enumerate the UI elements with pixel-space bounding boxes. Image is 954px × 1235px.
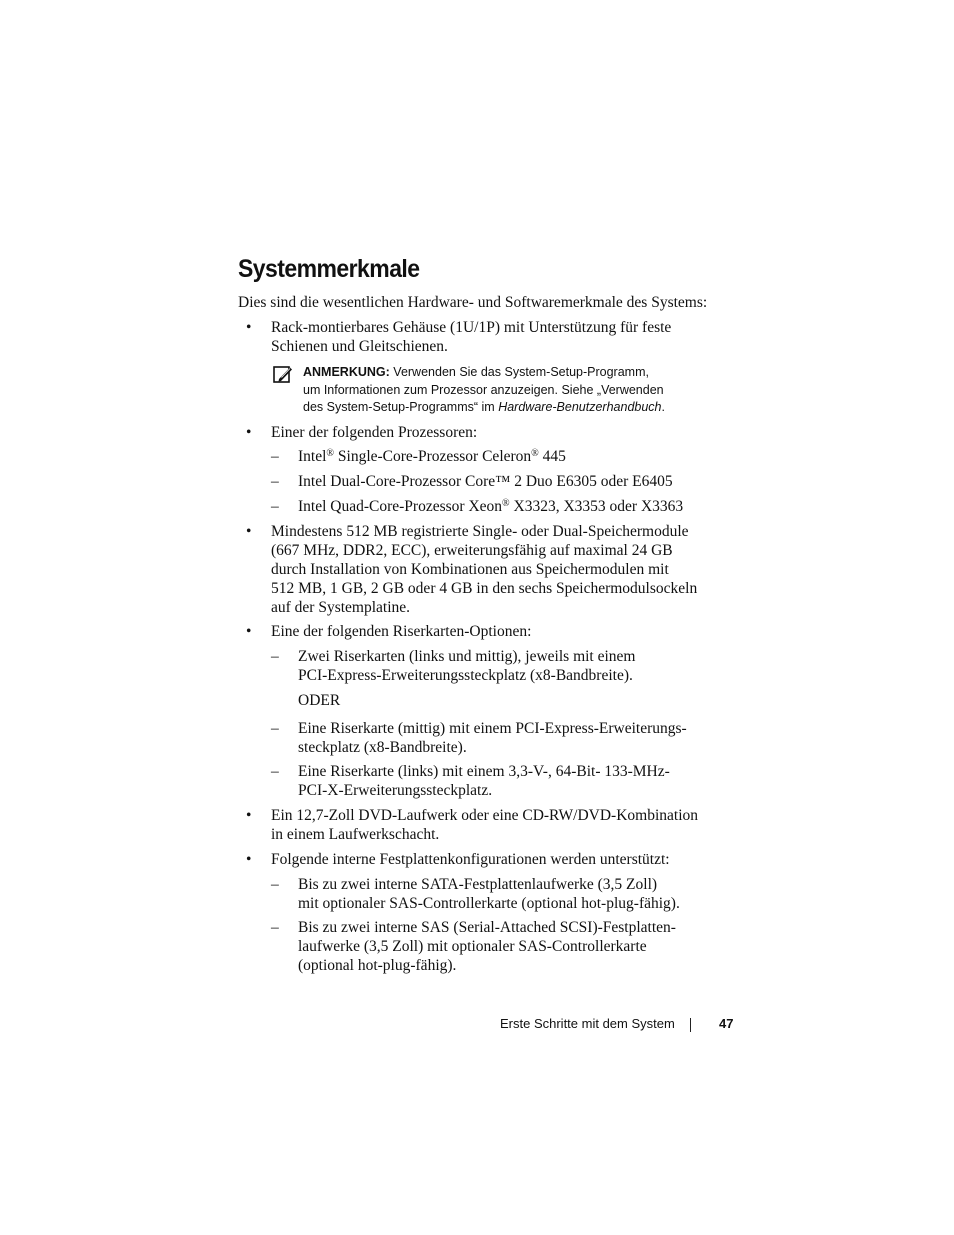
oder-separator: ODER bbox=[298, 692, 341, 709]
pencil-note-icon bbox=[273, 365, 293, 390]
hdd2-line-1: Bis zu zwei interne SAS (Serial-Attached SCSI)-Festplatten- bbox=[298, 919, 676, 936]
list-item-riser bbox=[246, 622, 711, 641]
memory-line-5: auf der Systemplatine. bbox=[271, 599, 411, 616]
note-line-3: des System-Setup-Programms“ im bbox=[303, 400, 495, 414]
dash-mark: – bbox=[271, 448, 279, 465]
note-period: . bbox=[661, 400, 665, 414]
page-number: 47 bbox=[719, 1016, 734, 1031]
sub-item-hdd-sas bbox=[271, 918, 718, 975]
note-label: ANMERKUNG: bbox=[303, 365, 390, 379]
bullet-mark: • bbox=[246, 807, 252, 824]
proc3-numbers: X3323, X3353 oder X3363 bbox=[513, 498, 684, 515]
bullet-mark: • bbox=[246, 851, 252, 868]
riser2-line-2: steckplatz (x8-Bandbreite). bbox=[298, 739, 467, 756]
dash-mark: – bbox=[271, 720, 279, 737]
sub-item-riser-middle bbox=[271, 719, 718, 757]
memory-line-2: (667 MHz, DDR2, ECC), erweiterungsfähig auf maximal 24 GB bbox=[271, 542, 673, 559]
note-text bbox=[303, 364, 683, 417]
riser3-line-1: Eine Riserkarte (links) mit einem 3,3-V-, 64-Bit- 133-MHz- bbox=[298, 763, 670, 780]
riser1-line-2: PCI-Express-Erweiterungssteckplatz (x8-Bandbreite). bbox=[298, 667, 633, 684]
registered-mark: ® bbox=[502, 498, 510, 509]
memory-line-3: durch Installation von Kombinationen aus Speichermodulen mit bbox=[271, 561, 669, 578]
list-item-hdd bbox=[246, 850, 711, 869]
drive-line-1: Ein 12,7-Zoll DVD-Laufwerk oder eine CD-RW/DVD-Kombination bbox=[271, 807, 699, 824]
hdd2-line-2: laufwerke (3,5 Zoll) mit optionaler SAS-Controllerkarte bbox=[298, 938, 647, 955]
bullet-mark: • bbox=[246, 319, 252, 336]
proc1-brand: Intel bbox=[298, 448, 327, 465]
sub-item-riser-left bbox=[271, 762, 718, 800]
memory-line-1: Mindestens 512 MB registrierte Single- oder Dual-Speichermodule bbox=[271, 523, 689, 540]
riser2-line-1: Eine Riserkarte (mittig) mit einem PCI-Express-Erweiterungs- bbox=[298, 720, 687, 737]
dash-mark: – bbox=[271, 763, 279, 780]
bullet-mark: • bbox=[246, 424, 252, 441]
intro-paragraph: Dies sind die wesentlichen Hardware- und Softwaremerkmale des Systems: bbox=[238, 294, 708, 311]
hdd2-line-3: (optional hot-plug-fähig). bbox=[298, 957, 457, 974]
sub-item-processor-core2 bbox=[271, 472, 718, 491]
list-item-drive bbox=[246, 806, 711, 844]
proc2-text: Intel Dual-Core-Prozessor Core™ 2 Duo E6305 oder E6405 bbox=[298, 473, 673, 490]
footer-section-title: Erste Schritte mit dem System bbox=[500, 1016, 675, 1031]
registered-mark: ® bbox=[326, 448, 335, 459]
riser1-line-1: Zwei Riserkarten (links und mittig), jeweils mit einem bbox=[298, 648, 636, 665]
dash-mark: – bbox=[271, 876, 279, 893]
note-line-1: Verwenden Sie das System-Setup-Programm, bbox=[393, 365, 649, 379]
hdd1-line-2: mit optionaler SAS-Controllerkarte (optional hot-plug-fähig). bbox=[298, 895, 680, 912]
proc1-number: 445 bbox=[542, 448, 566, 465]
page-title: Systemmerkmale bbox=[238, 255, 420, 283]
sub-item-riser-two bbox=[271, 647, 718, 685]
rack-line-1: Rack-montierbares Gehäuse (1U/1P) mit Unterstützung für feste bbox=[271, 319, 672, 336]
list-item-memory bbox=[246, 522, 711, 617]
memory-line-4: 512 MB, 1 GB, 2 GB oder 4 GB in den sechs Speichermodulsockeln bbox=[271, 580, 698, 597]
drive-line-2: in einem Laufwerkschacht. bbox=[271, 826, 440, 843]
rack-line-2: Schienen und Gleitschienen. bbox=[271, 338, 448, 355]
riser3-line-2: PCI-X-Erweiterungssteckplatz. bbox=[298, 782, 493, 799]
sub-item-processor-xeon bbox=[271, 497, 718, 516]
list-item-processors bbox=[246, 423, 711, 442]
note-line-2: um Informationen zum Prozessor anzuzeigen. Siehe „Verwenden bbox=[303, 382, 664, 397]
sub-item-processor-celeron bbox=[271, 447, 718, 466]
list-item-rack bbox=[246, 318, 711, 356]
processors-intro: Einer der folgenden Prozessoren: bbox=[271, 424, 478, 441]
dash-mark: – bbox=[271, 473, 279, 490]
sub-item-hdd-sata bbox=[271, 875, 718, 913]
dash-mark: – bbox=[271, 919, 279, 936]
dash-mark: – bbox=[271, 648, 279, 665]
bullet-mark: • bbox=[246, 523, 252, 540]
hdd-intro: Folgende interne Festplattenkonfigurationen werden unterstützt: bbox=[271, 851, 670, 868]
hdd1-line-1: Bis zu zwei interne SATA-Festplattenlaufwerke (3,5 Zoll) bbox=[298, 876, 658, 893]
manual-title: Hardware-Benutzerhandbuch bbox=[498, 400, 662, 414]
footer-divider bbox=[690, 1018, 691, 1032]
proc3-model: Intel Quad-Core-Prozessor Xeon bbox=[298, 498, 503, 515]
bullet-mark: • bbox=[246, 623, 252, 640]
riser-intro: Eine der folgenden Riserkarten-Optionen: bbox=[271, 623, 532, 640]
dash-mark: – bbox=[271, 498, 279, 515]
proc1-model: Single-Core-Prozessor Celeron bbox=[337, 448, 532, 465]
registered-mark: ® bbox=[531, 448, 539, 459]
